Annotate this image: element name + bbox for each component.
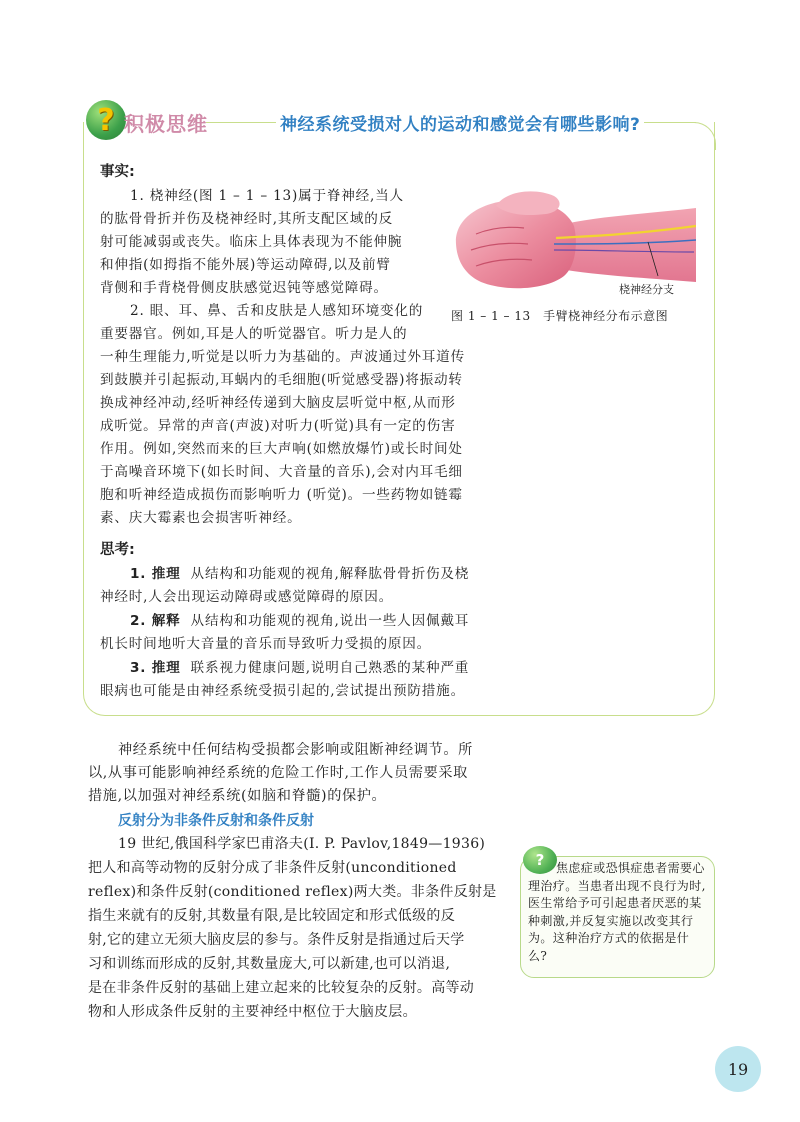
sidebar-question-text: 焦虑症或恐惧症患者需要心理治疗。当患者出现不良行为时,医生常给予可引起患者厌恶的某种刺激,并反复实施以改变其行为。这种治疗方式的依据是什么?: [528, 861, 706, 963]
fact1-line: 背侧和手背桡骨侧皮肤感觉迟钝等感觉障碍。: [100, 280, 388, 296]
body-line: reflex)和条件反射(conditioned reflex)两大类。非条件反射是: [88, 884, 497, 900]
hand-nerve-illustration: [436, 186, 696, 296]
fact2-line: 2. 眼、耳、鼻、舌和皮肤是人感知环境变化的: [130, 303, 424, 319]
figure-caption: 图 1 – 1 – 13 手臂桡神经分布示意图: [451, 309, 669, 323]
fact2-line: 重要器官。例如,耳是人的听觉器官。听力是人的: [100, 326, 408, 342]
fact2-line: 成听觉。异常的声音(声波)对听力(听觉)具有一定的伤害: [100, 418, 456, 434]
body-line: 神经系统中任何结构受损都会影响或阻断神经调节。所: [118, 742, 473, 758]
fact2-line: 到鼓膜并引起振动,耳蜗内的毛细胞(听觉感受器)将振动转: [100, 372, 463, 388]
question-3-cont: 眼病也可能是由神经系统受损引起的,尝试提出预防措施。: [100, 683, 465, 699]
fact1-line: 射可能减弱或丧失。临床上具体表现为不能伸腕: [100, 234, 403, 250]
question-1-cont: 神经时,人会出现运动障碍或感觉障碍的原因。: [100, 589, 393, 605]
hand-illustration-svg: [436, 186, 696, 296]
page-number: 19: [715, 1046, 761, 1092]
body-line: 是在非条件反射的基础上建立起来的比较复杂的反射。高等动: [88, 980, 475, 996]
fact1-line: 1. 桡神经(图 1 – 1 – 13)属于脊神经,当人: [130, 188, 404, 204]
thinking-heading: 思考:: [100, 542, 135, 558]
question-1: [130, 563, 469, 586]
question-text: 从结构和功能观的视角,解释肱骨骨折伤及桡: [190, 566, 470, 582]
fact1-line: 和伸指(如拇指不能外展)等运动障碍,以及前臂: [100, 257, 391, 273]
question-keyword: 1. 推理: [130, 566, 181, 582]
question-mark-icon: ?: [86, 100, 126, 140]
fact2-line: 素、庆大霉素也会损害听神经。: [100, 510, 302, 526]
fact1-line: 的肱骨骨折并伤及桡神经时,其所支配区域的反: [100, 211, 393, 227]
fact2-line: 换成神经冲动,经听神经传递到大脑皮层听觉中枢,从而形: [100, 395, 456, 411]
body-line: 射,它的建立无须大脑皮层的参与。条件反射是指通过后天学: [88, 932, 465, 948]
question-keyword: 3. 推理: [130, 660, 181, 676]
section-tag: 积极思维: [124, 112, 208, 136]
thinking-box-title: 神经系统受损对人的运动和感觉会有哪些影响?: [276, 110, 644, 135]
body-line: 指生来就有的反射,其数量有限,是比较固定和形式低级的反: [88, 908, 455, 924]
facts-heading: 事实:: [100, 164, 135, 180]
fact2-line: 于高噪音环境下(如长时间、大音量的音乐),会对内耳毛细: [100, 464, 463, 480]
question-text: 联系视力健康问题,说明自己熟悉的某种严重: [190, 660, 470, 676]
body-line: 19 世纪,俄国科学家巴甫洛夫(I. P. Pavlov,1849—1936): [118, 836, 486, 852]
question-bubble-icon: ?: [523, 846, 557, 874]
question-2: [130, 610, 469, 633]
question-3: [130, 657, 469, 680]
question-text: 从结构和功能观的视角,说出一些人因佩戴耳: [190, 613, 470, 629]
question-2-cont: 机长时间地听大音量的音乐而导致听力受损的原因。: [100, 636, 432, 652]
body-line: 物和人形成条件反射的主要神经中枢位于大脑皮层。: [88, 1004, 417, 1020]
figure-label: 桡神经分支: [619, 283, 674, 296]
forearm-shape: [556, 208, 696, 282]
body-line: 把人和高等动物的反射分成了非条件反射(unconditioned: [88, 860, 457, 876]
thinking-box-corner: [688, 122, 716, 150]
fact2-line: 胞和听神经造成损伤而影响听力 (听觉)。一些药物如链霉: [100, 487, 463, 503]
question-keyword: 2. 解释: [130, 613, 181, 629]
body-line: 习和训练而形成的反射,其数量庞大,可以新建,也可以消退,: [88, 956, 451, 972]
section-heading: 反射分为非条件反射和条件反射: [118, 813, 314, 829]
body-line: 措施,以加强对神经系统(如脑和脊髓)的保护。: [88, 788, 387, 804]
body-line: 以,从事可能影响神经系统的危险工作时,工作人员需要采取: [88, 765, 468, 781]
fact2-line: 一种生理能力,听觉是以听力为基础的。声波通过外耳道传: [100, 349, 465, 365]
fact2-line: 作用。例如,突然而来的巨大声响(如燃放爆竹)或长时间处: [100, 441, 463, 457]
